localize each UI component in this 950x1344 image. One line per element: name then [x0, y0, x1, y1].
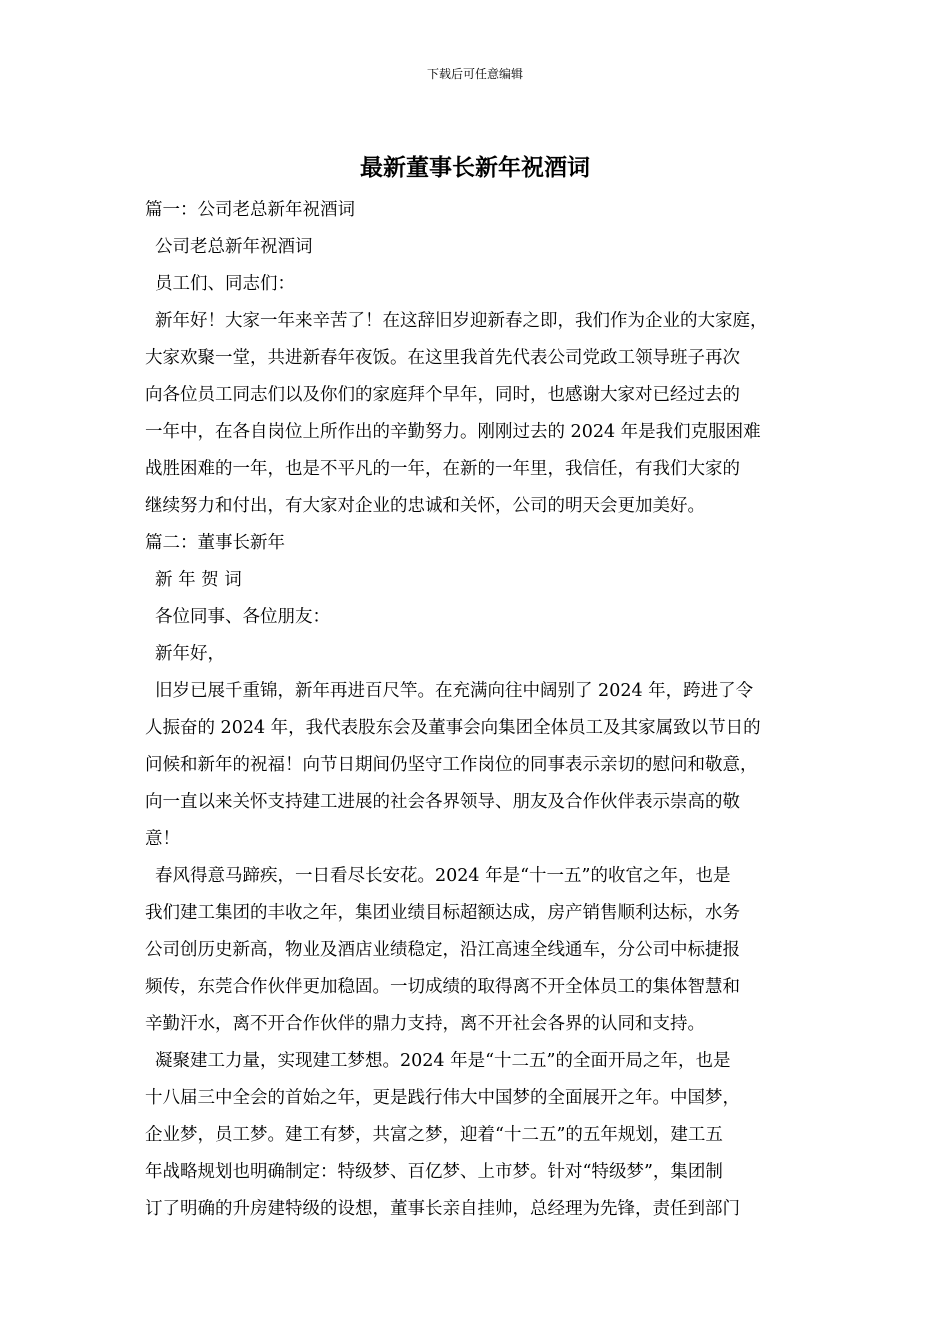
body-text-line: 问候和新年的祝福！向节日期间仍坚守工作岗位的同事表示亲切的慰问和敬意， — [145, 755, 758, 775]
body-text-line: 订了明确的升房建特级的设想，董事长亲自挂帅，总经理为先锋，责任到部门 — [145, 1199, 740, 1219]
body-text-line: 向各位员工同志们以及你们的家庭拜个早年，同时，也感谢大家对已经过去的 — [145, 385, 740, 405]
body-text-line: 我们建工集团的丰收之年，集团业绩目标超额达成，房产销售顺利达标，水务 — [145, 903, 740, 923]
body-text-line: 企业梦，员工梦。建工有梦，共富之梦，迎着“十二五”的五年规划，建工五 — [145, 1125, 723, 1145]
body-text-line: 年战略规划也明确制定：特级梦、百亿梦、上市梦。针对“特级梦”，集团制 — [145, 1162, 723, 1182]
body-text-line: 继续努力和付出，有大家对企业的忠诚和关怀，公司的明天会更加美好。 — [145, 496, 705, 516]
body-text-line: 新年好， — [155, 644, 225, 664]
body-text-line: 春风得意马蹄疾，一日看尽长安花。2024 年是“十一五”的收官之年，也是 — [155, 866, 731, 886]
body-text-line: 凝聚建工力量，实现建工梦想。2024 年是“十二五”的全面开局之年，也是 — [155, 1051, 731, 1071]
page-header-note: 下载后可任意编辑 — [426, 67, 523, 81]
body-text-line: 辛勤汗水，离不开合作伙伴的鼎力支持，离不开社会各界的认同和支持。 — [145, 1014, 705, 1034]
body-text-line: 公司老总新年祝酒词 — [155, 237, 313, 257]
body-text-line: 各位同事、各位朋友： — [155, 607, 330, 627]
body-text-line: 战胜困难的一年，也是不平凡的一年，在新的一年里，我信任，有我们大家的 — [145, 459, 740, 479]
body-text-line: 人振奋的 2024 年，我代表股东会及董事会向集团全体员工及其家属致以节日的 — [145, 718, 761, 738]
document-body — [145, 192, 817, 1228]
body-text-line: 篇一：公司老总新年祝酒词 — [145, 200, 355, 220]
body-text-line: 大家欢聚一堂，共进新春年夜饭。在这里我首先代表公司党政工领导班子再次 — [145, 348, 740, 368]
body-text-line: 一年中，在各自岗位上所作出的辛勤努力。刚刚过去的 2024 年是我们克服困难 — [145, 422, 761, 442]
body-text-line: 频传，东莞合作伙伴更加稳固。一切成绩的取得离不开全体员工的集体智慧和 — [145, 977, 740, 997]
body-text-line: 公司创历史新高，物业及酒店业绩稳定，沿江高速全线通车，分公司中标捷报 — [145, 940, 740, 960]
body-text-line: 向一直以来关怀支持建工进展的社会各界领导、朋友及合作伙伴表示崇高的敬 — [145, 792, 740, 812]
body-text-line: 篇二：董事长新年 — [145, 533, 285, 553]
body-text-line: 意！ — [145, 829, 180, 849]
body-text-line: 员工们、同志们： — [155, 274, 295, 294]
body-text-line: 新年好！大家一年来辛苦了！在这辞旧岁迎新春之即，我们作为企业的大家庭， — [155, 311, 768, 331]
body-text-line: 旧岁已展千重锦，新年再进百尺竿。在充满向往中阔别了 2024 年，跨进了令 — [155, 681, 754, 701]
body-text-line: 十八届三中全会的首始之年，更是践行伟大中国梦的全面展开之年。中国梦， — [145, 1088, 740, 1108]
body-text-line: 新 年 贺 词 — [155, 570, 242, 590]
document-title: 最新董事长新年祝酒词 — [360, 154, 590, 181]
